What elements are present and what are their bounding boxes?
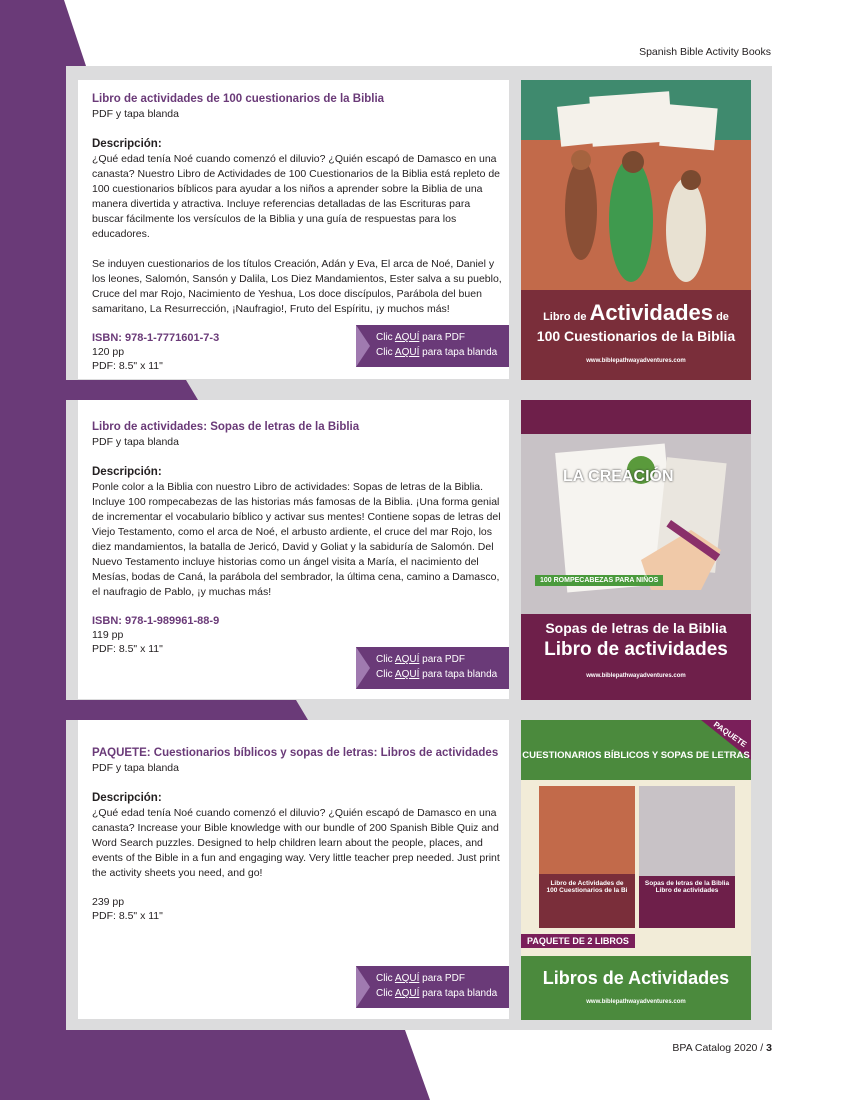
cover-word: LA CREACIÓN [563,468,674,485]
purchase-links [356,966,509,1008]
book-format: PDF y tapa blanda [92,762,179,774]
description-text: Ponle color a la Biblia con nuestro Libro de actividades: Sopas de letras de la Biblia. Incluye 100 rompecabezas de las historias más famosas de la Biblia. ¡Una forma genial de incrementar el vocabulario bíblico y activar sus mentes! Contiene sopas de letras del Viejo Testamento, como el arca de Noé, el arbusto ardiente, el cruce del mar Rojo, los diez mandamientos, la batalla de Jericó, David y Goliat y la sabiduría de Salomón. Del Nuevo Testamento incluye historias como un ángel visita a María, el nacimiento del Mesías, bodas de Caná, la parábola del sembrador, la última cena, camino a Damasco, el naufragio de Pablo, ¡y muchas más! [92,481,501,598]
book-card-bundle [78,720,509,1019]
cover-ribbon: PAQUETE DE 2 LIBROS [521,934,635,948]
pdf-link[interactable]: Clic AQUÍ para PDF [376,332,465,343]
book-cover-wordsearch[interactable] [521,400,751,700]
description-text: ¿Qué edad tenía Noé cuando comenzó el diluvio? ¿Quién escapó de Damasco en una canasta? Nuestro Libro de Actividades de 100 Cuestionarios de la Biblia está repleto de 100 cuestionarios bíblicos para ayudar a los niños a aprender sobre la Biblia de una manera divertida y atractiva. Incluye referencias detalladas de las Escrituras para buscar fácilmente los versículos de la Biblia y una guía de respuestas para los educadores. [92,153,501,240]
cover-title-1: Libro de Actividades de [543,300,729,325]
isbn: ISBN: 978-1-7771601-7-3 [92,332,220,344]
description-label: Descripción: [92,792,162,804]
catalog-label: BPA Catalog 2020 [672,1042,758,1054]
description-text-2: Se induyen cuestionarios de los títulos Creación, Adán y Eva, El arca de Noé, Daniel y los leones, Salomón, Sansón y Dalila, Los Diez Mandamientos, Ester salva a su pueblo, Cruce del mar Rojo, Nacimiento de Yeshua, Los doce discípulos, Parábola del buen samaritano, La Resurrección, ¡Naufragio!, Fruto del Espíritu, ¡y muchos más! [92,258,502,315]
pdf-link[interactable]: Clic AQUÍ para PDF [376,654,465,665]
book-format: PDF y tapa blanda [92,436,179,448]
description-text: ¿Qué edad tenía Noé cuando comenzó el diluvio? ¿Quién escapó de Damasco en una canasta? Increase your Bible knowledge with our bundle of 200 Spanish Bible Quiz and Word Search puzzles. Designed to help children learn about the people, places, and events of the Bible in a fun and engaging way. Very little teacher prep needed. Just print the activity sheets you need, and go! [92,807,500,879]
cover-title-2: Libro de actividades [544,639,728,660]
arrow-icon [356,966,370,1008]
cover-mini-2: Sopas de letras de la Biblia Libro de actividades [644,880,730,894]
purchase-links [356,325,509,367]
paperback-link[interactable]: Clic AQUÍ para tapa blanda [376,347,498,358]
page-size: PDF: 8.5" x 11" [92,643,163,655]
cover-corner: PAQUETE [711,719,749,750]
cover-title-1: Sopas de letras de la Biblia [545,620,727,636]
book-title: Libro de actividades: Sopas de letras de la Biblia [92,421,360,433]
cover-ribbon: 100 ROMPECABEZAS PARA NIÑOS [535,575,663,586]
description-label: Descripción: [92,138,162,150]
book-cover-bundle[interactable] [521,720,751,1020]
book-format: PDF y tapa blanda [92,108,179,120]
arrow-icon [356,325,370,367]
page-number: 3 [766,1042,772,1054]
section-header: Spanish Bible Activity Books [639,46,771,58]
description-label: Descripción: [92,466,162,478]
page-size: PDF: 8.5" x 11" [92,360,163,372]
page-count: 239 pp [92,896,125,908]
arrow-icon [356,647,370,689]
cover-heading: CUESTIONARIOS BÍBLICOS Y SOPAS DE LETRAS [522,750,750,761]
cover-title: Libros de Actividades [542,968,730,988]
page-count: 120 pp [92,346,125,358]
book-title: Libro de actividades de 100 cuestionarios de la Biblia [92,93,385,105]
cover-url: www.biblepathwayadventures.com [586,673,686,679]
cover-url: www.biblepathwayadventures.com [586,999,686,1005]
cover-title-2: 100 Cuestionarios de la Biblia [536,328,736,344]
paperback-link[interactable]: Clic AQUÍ para tapa blanda [376,988,498,999]
book-card-wordsearch [78,400,509,699]
isbn: ISBN: 978-1-989961-88-9 [92,615,220,627]
purchase-links [356,647,509,689]
cover-url: www.biblepathwayadventures.com [586,358,686,364]
pdf-link[interactable]: Clic AQUÍ para PDF [376,973,465,984]
page-count: 119 pp [92,629,124,641]
book-cover-quiz[interactable] [521,80,751,380]
page-size: PDF: 8.5" x 11" [92,910,163,922]
book-card-quiz [78,80,509,379]
cover-mini-1: Libro de Actividades de 100 Cuestionarios de la Bi [546,880,628,894]
book-title: PAQUETE: Cuestionarios bíblicos y sopas de letras: Libros de actividades [92,747,499,759]
footer: BPA Catalog 2020 / 3 [672,1042,772,1054]
paperback-link[interactable]: Clic AQUÍ para tapa blanda [376,669,498,680]
